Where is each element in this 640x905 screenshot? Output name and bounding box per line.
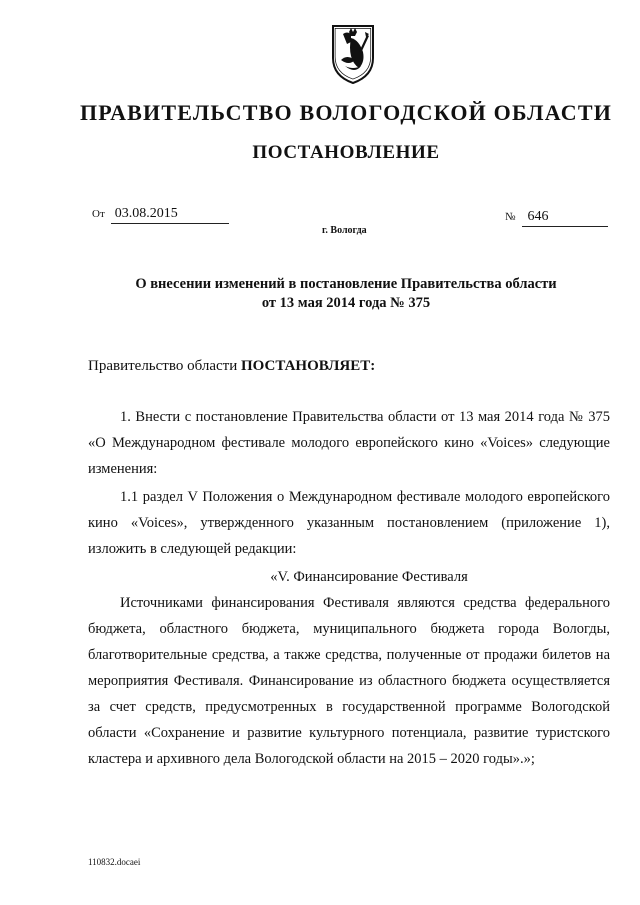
- subject-line-2: от 13 мая 2014 года № 375: [261, 295, 431, 311]
- paragraph-financing: Источниками финансирования Фестиваля являются средства федерального бюджета, областного бюджета, муниципального бюджета города Вологды, благотворительные средства, а также средства, полученные от продажи билетов на мероприятия Фестиваля. Финансирование из областного бюджета осуществляется за счет средств, предусмотренных в государственной программе Вологодской области «Сохранение и развитие культурного потенциала, развитие туристского кластера и архивного дела Вологодской области на 2015 – 2020 годы».»;: [88, 595, 610, 767]
- paragraph-1: 1. Внести с постановление Правительства области от 13 мая 2014 года № 375 «О Международном фестивале молодого европейского кино «Voices» следующие изменения:: [88, 409, 610, 477]
- document-body: [88, 404, 610, 774]
- paragraph-1-1: 1.1 раздел V Положения о Международном фестивале молодого европейского кино «Voices», утвержденного указанным постановлением (приложение 1), изложить в следующей редакции:: [88, 489, 610, 557]
- document-subject: [0, 275, 640, 313]
- document-date: [92, 205, 229, 224]
- government-title: ПРАВИТЕЛЬСТВО ВОЛОГОДСКОЙ ОБЛАСТИ: [79, 100, 613, 125]
- number-value: 646: [522, 209, 608, 227]
- date-value: 03.08.2015: [111, 206, 229, 224]
- footer-filename: 110832.docaei: [88, 857, 141, 867]
- number-prefix: №: [505, 211, 516, 223]
- subject-line-1: О внесении изменений в постановление Правительства области: [135, 276, 557, 292]
- preamble-decree: ПОСТАНОВЛЯЕТ:: [240, 358, 376, 374]
- city-label: г. Вологда: [322, 225, 367, 236]
- section-heading: «V. Финансирование Фестиваля: [270, 569, 468, 585]
- document-type-title: ПОСТАНОВЛЕНИЕ: [252, 142, 440, 163]
- date-prefix: От: [92, 208, 105, 220]
- preamble-text: Правительство области: [88, 358, 241, 374]
- document-number: [505, 208, 608, 227]
- coat-of-arms-icon: [325, 20, 381, 86]
- preamble: [88, 358, 375, 375]
